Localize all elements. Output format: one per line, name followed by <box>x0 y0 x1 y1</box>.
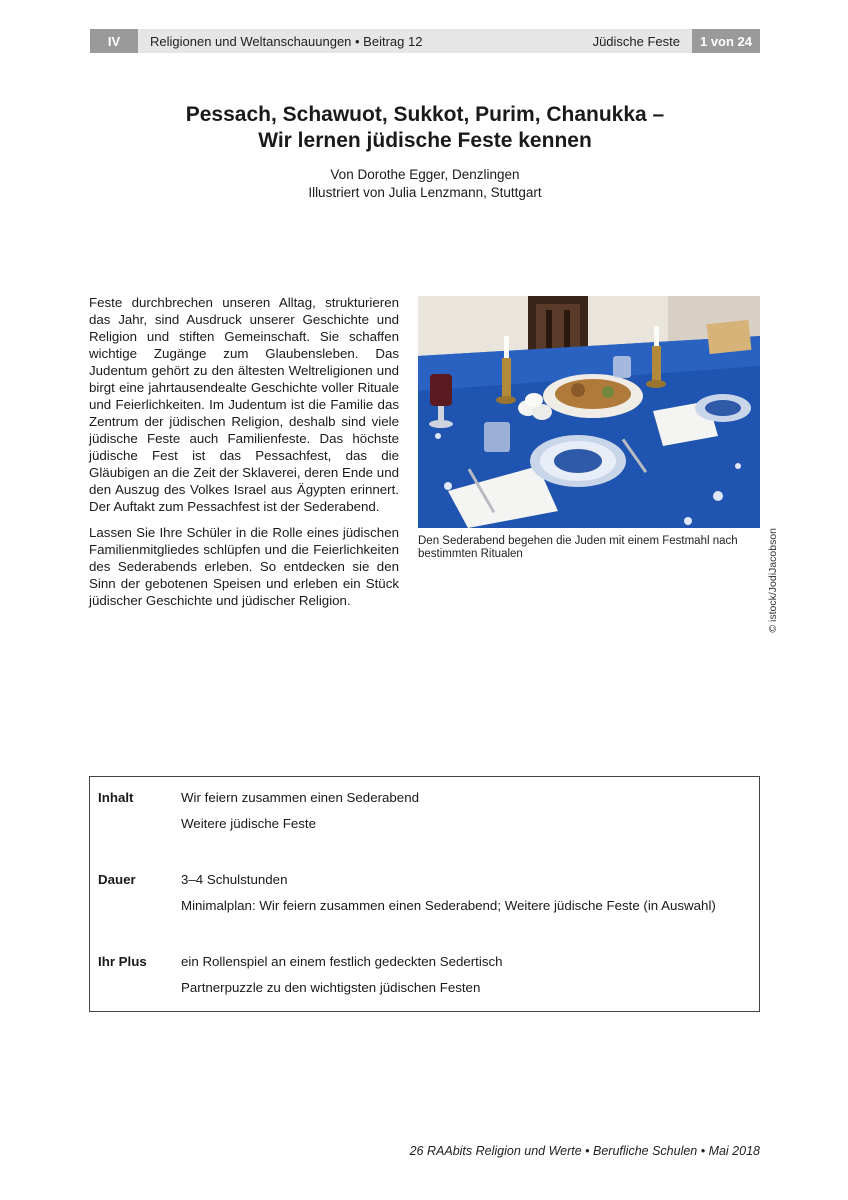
photo-caption: Den Sederabend begehen die Juden mit einem Festmahl nach bestimmten Ritualen <box>418 535 738 560</box>
photo-credit <box>767 528 781 668</box>
byline <box>90 166 760 202</box>
title-line-2: Wir lernen jüdische Feste kennen <box>258 129 592 152</box>
illustrator-line: Illustriert von Julia Lenzmann, Stuttgart <box>308 185 542 200</box>
plus-line-2: Partnerpuzzle zu den wichtigsten jüdischen Festen <box>181 980 481 995</box>
inhalt-label: Inhalt <box>98 790 134 805</box>
overview-box <box>89 776 760 1012</box>
inhalt-line-1: Wir feiern zusammen einen Sederabend <box>181 790 419 805</box>
intro-text <box>89 294 399 618</box>
intro-paragraph-1: Feste durchbrechen unseren Alltag, strukturieren das Jahr, sind Ausdruck unserer Geschichte und Religion und stiften Gemeinschaft. Sie schaffen wichtige Zugänge zum Glaubensleben. Das Judentum gehört zu den ältesten Weltreligionen und birgt eine jahrtausendealte Geschichte voller Rituale und Feierlichkeiten. Im Judentum ist die Familie das Zentrum der jüdischen Religion, deshalb sind viele jüdische Feste auch Familienfeste. Das höchste jüdische Fest ist das Pessachfest, das die Gläubigen an die Zeit der Sklaverei, deren Ende und den Auszug des Volkes Israel aus Ägypten erinnert. Der Auftakt zum Pessachfest ist der Sederabend. <box>89 295 399 514</box>
inhalt-line-2: Weitere jüdische Feste <box>181 816 317 831</box>
dauer-line-2: Minimalplan: Wir feiern zusammen einen Sederabend; Weitere jüdische Feste (in Auswahl) <box>181 898 716 913</box>
page-title <box>90 102 760 154</box>
inhalt-row <box>98 789 747 841</box>
page-header <box>90 29 760 53</box>
plus-row <box>98 953 747 1005</box>
dauer-line-1: 3–4 Schulstunden <box>181 872 288 887</box>
photo-credit-text: © istock/JodiJacobson <box>767 528 779 633</box>
dauer-label: Dauer <box>98 872 136 887</box>
page-footer: 26 RAAbits Religion und Werte • Berufliche Schulen • Mai 2018 <box>409 1144 760 1158</box>
author-line: Von Dorothe Egger, Denzlingen <box>330 167 520 182</box>
page-number: 1 von 24 <box>692 29 760 53</box>
plus-label: Ihr Plus <box>98 954 147 969</box>
plus-line-1: ein Rollenspiel an einem festlich gedeckten Sedertisch <box>181 954 503 969</box>
intro-paragraph-2: Lassen Sie Ihre Schüler in die Rolle eines jüdischen Familienmitgliedes schlüpfen und die Feierlichkeiten des Sederabends erleben. So entdecken sie den Sinn der gebotenen Speisen und erleben ein Stück jüdischer Geschichte und jüdischer Religion. <box>89 525 399 608</box>
topic-title: Jüdische Feste <box>592 33 680 49</box>
seder-table-photo <box>418 296 760 528</box>
dauer-row <box>98 871 747 923</box>
title-line-1: Pessach, Schawuot, Sukkot, Purim, Chanukka – <box>185 103 665 126</box>
section-number: IV <box>90 29 138 53</box>
series-title: Religionen und Weltanschauungen • Beitrag 12 <box>150 33 423 49</box>
